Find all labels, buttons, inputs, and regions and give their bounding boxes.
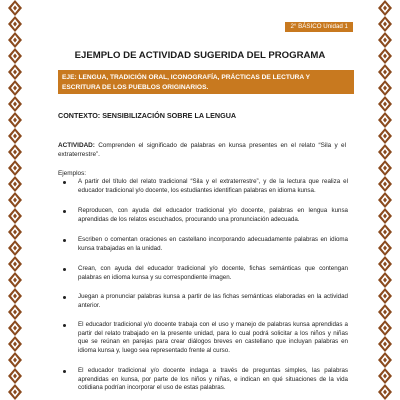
bullet-icon xyxy=(63,210,66,213)
list-item xyxy=(62,367,348,393)
list-item-text: Crean, con ayuda del educador tradicional y/o docente, fichas semánticas que contengan palabras en idioma kunsa y su correspondiente imagen. xyxy=(78,265,348,281)
bullet-icon xyxy=(63,181,66,184)
list-item-text: El educador tradicional y/o docente indaga a través de preguntas simples, las palabras aprendidas en kunsa, por parte de los niños y niñas, e indican en qué situaciones de la vida cotidiana podrían incorporar el uso de estas palabras. xyxy=(78,367,348,392)
ejemplos-label: Ejemplos: xyxy=(58,170,87,177)
page-title: EJEMPLO DE ACTIVIDAD SUGERIDA DEL PROGRAMA xyxy=(74,50,326,61)
list-item-text: A partir del título del relato tradicional “Sila y el extraterrestre”, y de la lectura que realiza el educador tradicional y/o docente, los estudiantes identifican palabras en idioma kunsa. xyxy=(78,178,348,194)
bullet-icon xyxy=(63,370,66,373)
bullet-icon xyxy=(63,324,66,327)
list-item-text: Escriben o comentan oraciones en castellano incorporando adecuadamente palabras en idioma kunsa trabajadas en la unidad. xyxy=(78,236,348,252)
bullet-icon xyxy=(63,239,66,242)
list-item-text: El educador tradicional y/o docente trabaja con el uso y manejo de palabras kunsa aprendidas a partir del relato trabajado en la presente unidad, para lo cual podrá solicitar a los niños y niñas que se reúnan en parejas para crear diálogos breves en castellano que incluyan palabras en idioma kunsa y, luego sea representado frente al curso. xyxy=(78,321,348,354)
actividad-label: ACTIVIDAD: xyxy=(58,142,95,149)
actividad-text: Comprenden el significado de palabras en kunsa presentes en el relato “Sila y el extraterrestre”. xyxy=(58,142,346,158)
list-item xyxy=(62,236,348,253)
eje-banner: EJE: LENGUA, TRADICIÓN ORAL, ICONOGRAFÍA, PRÁCTICAS DE LECTURA Y ESCRITURA DE LOS PUEBLOS ORIGINARIOS. xyxy=(58,70,354,94)
list-item xyxy=(62,265,348,282)
list-item xyxy=(62,178,348,195)
bullet-icon xyxy=(63,296,66,299)
contexto-heading: CONTEXTO: SENSIBILIZACIÓN SOBRE LA LENGUA xyxy=(58,111,237,120)
list-item xyxy=(62,293,348,310)
bullet-icon xyxy=(63,268,66,271)
list-item xyxy=(62,321,348,355)
list-item-text: Reproducen, con ayuda del educador tradicional y/o docente, palabras en lengua kunsa aprendidas de los relatos escuchados, procurando una pronunciación adecuada. xyxy=(78,207,348,223)
grade-unit-badge: 2° BÁSICO Unidad 1 xyxy=(285,22,353,32)
actividad-paragraph xyxy=(58,141,346,159)
list-item-text: Juegan a pronunciar palabras kunsa a partir de las fichas semánticas elaboradas en la actividad anterior. xyxy=(78,293,348,309)
list-item xyxy=(62,207,348,224)
